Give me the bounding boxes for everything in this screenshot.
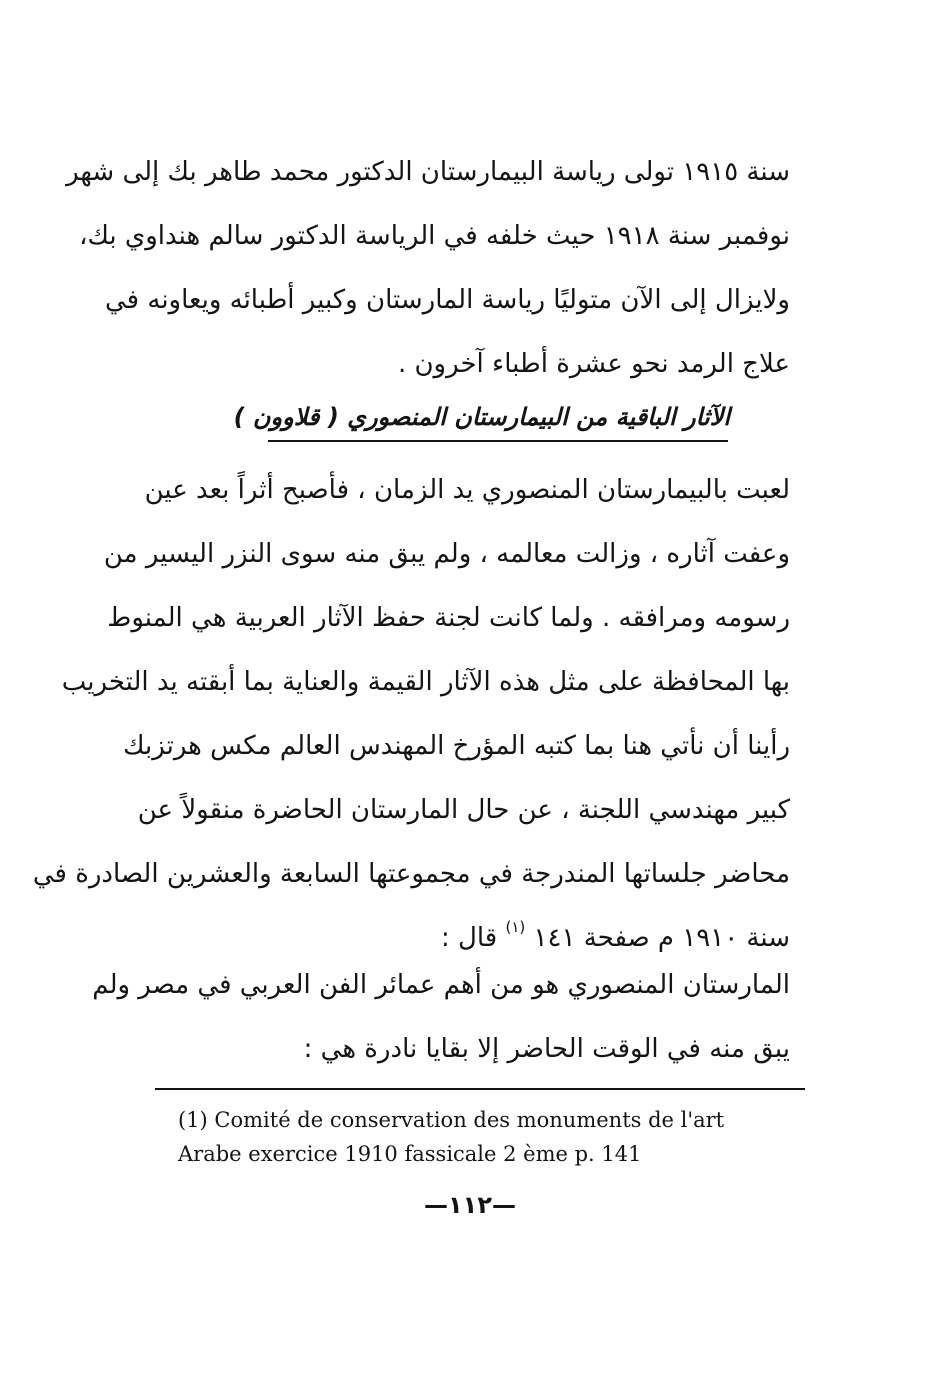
text-line: كبير مهندسي اللجنة ، عن حال المارستان الحاضرة منقولاً عن [137, 795, 790, 825]
text-line: نوفمبر سنة ١٩١٨ حيث خلفه في الرياسة الدكتور سالم هنداوي بك، [79, 221, 790, 251]
footnote-separator [155, 1088, 805, 1090]
footnote-marker: (١) [505, 918, 526, 936]
page-number: —١١٢— [424, 1191, 516, 1219]
text-line: ولايزال إلى الآن متوليًا رياسة المارستان وكبير أطبائه ويعاونه في [105, 285, 790, 315]
text-line: سنة ١٩١٥ تولى رياسة البيمارستان الدكتور محمد طاهر بك إلى شهر [66, 157, 790, 187]
paragraph-directors [66, 140, 790, 396]
footnote-line: Arabe exercice 1910 fassicale 2 ème p. 141 [178, 1142, 642, 1166]
text-line: رأينا أن نأتي هنا بما كتبه المؤرخ المهندس العالم مكس هرتزبك [123, 731, 790, 761]
text-line: محاضر جلساتها المندرجة في مجموعتها السابعة والعشرين الصادرة في [32, 859, 790, 889]
footnote-line: (1) Comité de conservation des monuments de l'art [178, 1108, 725, 1132]
heading-underline [268, 440, 728, 442]
text-line: وعفت آثاره ، وزالت معالمه ، ولم يبق منه سوى النزر اليسير من [103, 539, 790, 569]
paragraph-remains [32, 458, 790, 970]
text-line: علاج الرمد نحو عشرة أطباء آخرون . [397, 349, 790, 379]
last-line-tail: قال : [440, 923, 498, 953]
last-line-main: سنة ١٩١٠ م صفحة ١٤١ [533, 923, 790, 953]
section-heading: الآثار الباقية من البيمارستان المنصوري ( قلاوون ) [233, 403, 730, 431]
text-line: رسومه ومرافقه . ولما كانت لجنة حفظ الآثار العربية هي المنوط [107, 603, 790, 633]
footnote [178, 1103, 788, 1171]
paragraph-quote [92, 953, 790, 1081]
text-line: المارستان المنصوري هو من أهم عمائر الفن العربي في مصر ولم [92, 970, 790, 1000]
text-line: لعبت بالبيمارستان المنصوري يد الزمان ، فأصبح أثراً بعد عين [144, 475, 790, 505]
text-line: يبق منه في الوقت الحاضر إلا بقايا نادرة هي : [303, 1034, 790, 1064]
text-line: بها المحافظة على مثل هذه الآثار القيمة والعناية بما أبقته يد التخريب [61, 667, 790, 697]
